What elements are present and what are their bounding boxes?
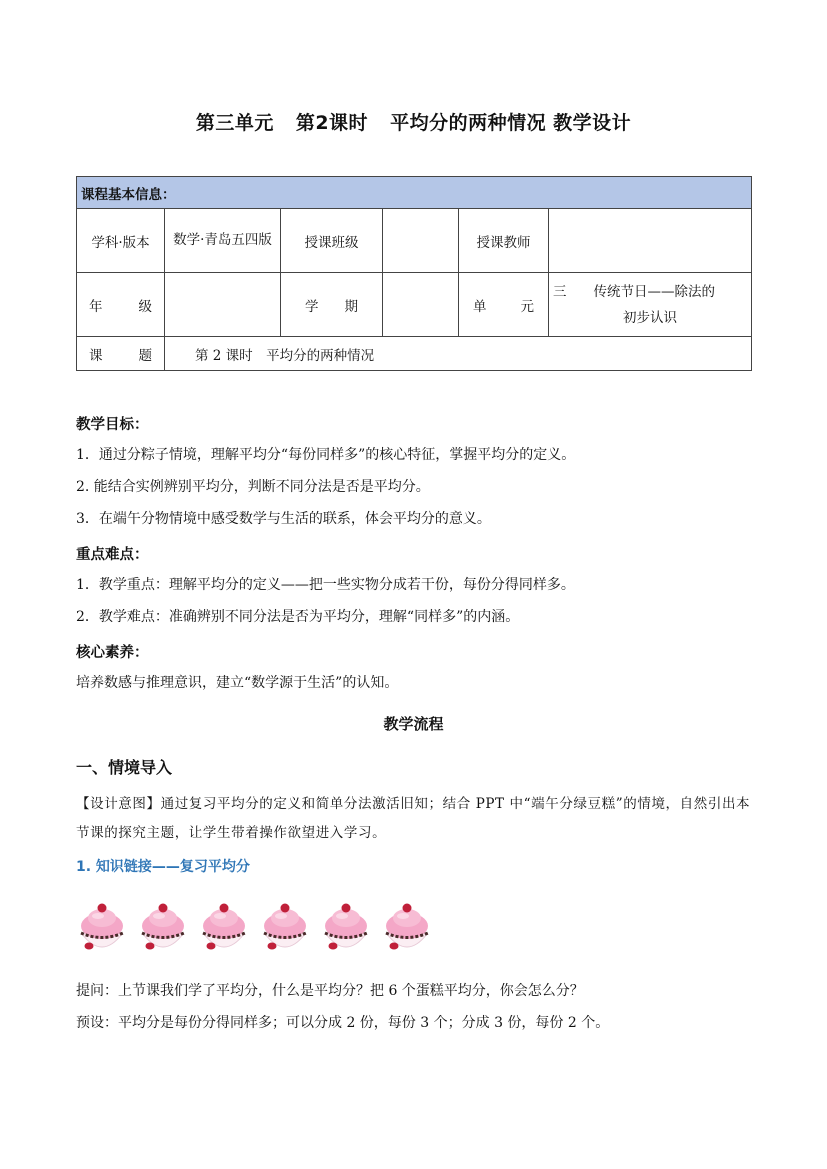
table-header: 课程基本信息： [77, 177, 752, 209]
goals-heading: 教学目标： [76, 417, 149, 433]
class-label: 授课班级 [281, 209, 383, 273]
literacy-text: 培养数感与推理意识，建立“数学源于生活”的认知。 [76, 675, 399, 691]
title-unit: 第三单元 [195, 112, 274, 134]
subject-value: 数学·青岛五四版 [165, 209, 281, 273]
list-item: 1．教学重点：理解平均分的定义——把一些实物分成若干份，每份分得同样多。 [76, 577, 575, 593]
section-heading: 一、情境导入 [76, 758, 173, 777]
cupcake-row [76, 900, 456, 960]
subject-label: 学科·版本 [77, 209, 165, 273]
cupcake-icon [381, 900, 433, 960]
unit-value: 三 传统节日——除法的 初步认识 [549, 273, 752, 337]
term-value [383, 273, 459, 337]
grade-label: 年 级 [77, 273, 165, 337]
table-row [77, 209, 752, 273]
class-value [383, 209, 459, 273]
table-row [77, 337, 752, 371]
goals-list [76, 442, 752, 533]
list-item: 1．通过分粽子情境，理解平均分“每份同样多”的核心特征，掌握平均分的定义。 [76, 447, 576, 463]
course-info-table [76, 176, 752, 371]
preset-answer: 预设：平均分是每份分得同样多；可以分成 2 份，每份 3 个；分成 3 份，每份 2 个。 [76, 1015, 610, 1031]
term-label: 学 期 [281, 273, 383, 337]
cupcake-icon [259, 900, 311, 960]
teacher-value [549, 209, 752, 273]
design-intent: 【设计意图】通过复习平均分的定义和简单分法激活旧知；结合 PPT 中“端午分绿豆糕”的情境，自然引出本节课的探究主题，让学生带着操作欲望进入学习。 [76, 796, 751, 841]
list-item: 3．在端午分物情境中感受数学与生活的联系，体会平均分的意义。 [76, 511, 491, 527]
topic-label: 课 题 [77, 337, 165, 371]
cupcake-icon [137, 900, 189, 960]
keypoints-heading: 重点难点： [76, 547, 149, 563]
question-text: 提问：上节课我们学了平均分，什么是平均分？把 6 个蛋糕平均分，你会怎么分？ [76, 983, 584, 999]
flow-title: 教学流程 [383, 715, 444, 733]
list-item: 2. 能结合实例辨别平均分，判断不同分法是否是平均分。 [76, 479, 430, 495]
table-row [77, 273, 752, 337]
cupcake-icon [198, 900, 250, 960]
grade-value [165, 273, 281, 337]
topic-value: 第 2 课时 平均分的两种情况 [165, 337, 752, 371]
cupcake-icon [76, 900, 128, 960]
keypoints-list [76, 572, 752, 631]
teacher-label: 授课教师 [459, 209, 549, 273]
title-topic: 平均分的两种情况 教学设计 [390, 112, 632, 134]
cupcake-icon [320, 900, 372, 960]
literacy-heading: 核心素养： [76, 645, 149, 661]
page-title [0, 108, 827, 135]
knowledge-link-title: 1. 知识链接——复习平均分 [76, 859, 250, 875]
list-item: 2．教学难点：准确辨别不同分法是否为平均分，理解“同样多”的内涵。 [76, 609, 520, 625]
title-lesson: 第2课时 [295, 112, 369, 134]
table-header-row [77, 177, 752, 209]
unit-label: 单 元 [459, 273, 549, 337]
